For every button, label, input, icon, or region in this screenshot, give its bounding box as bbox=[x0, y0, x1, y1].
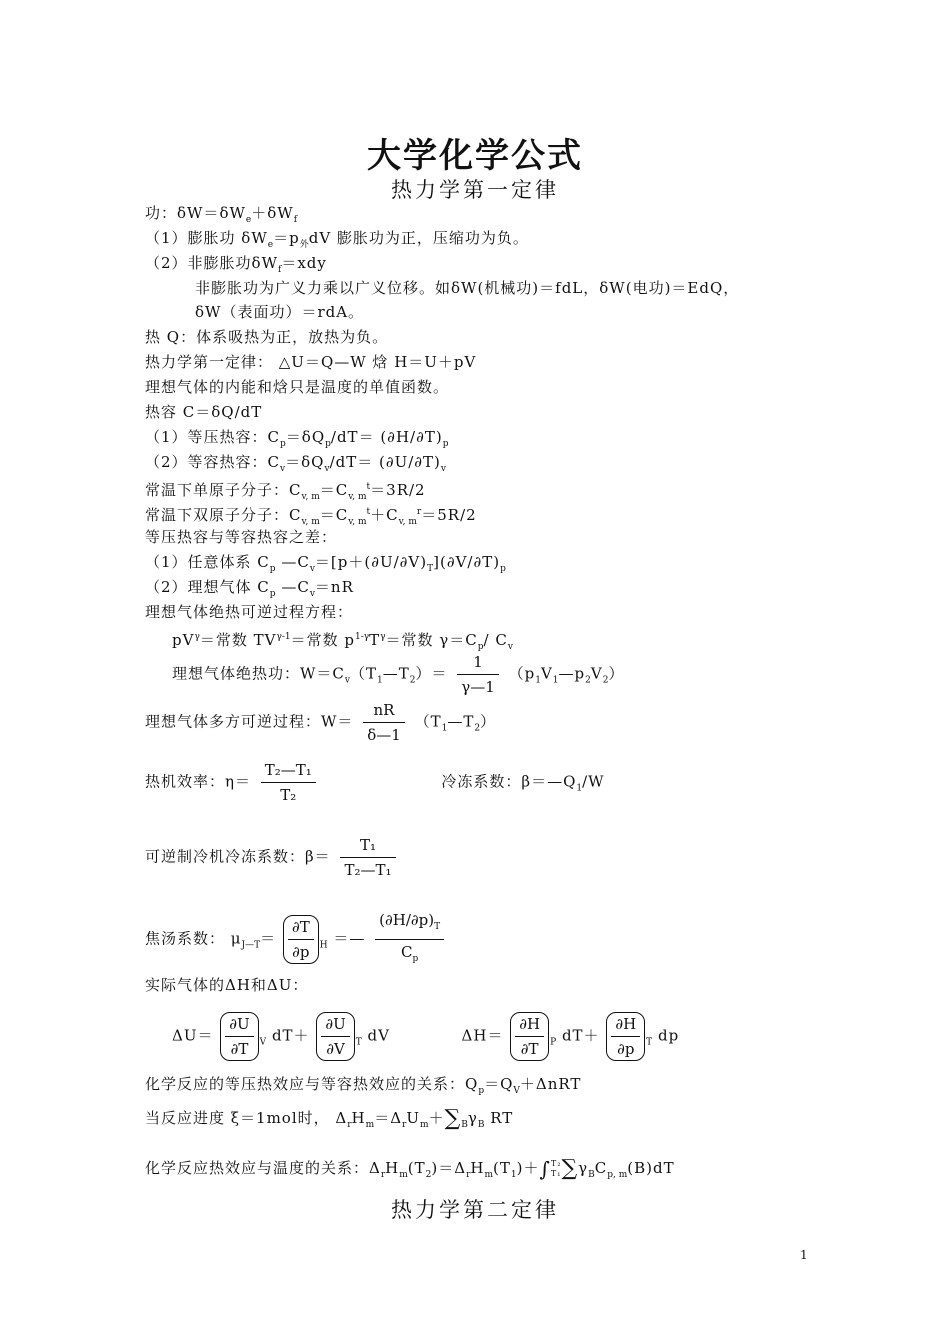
line-ideal-gas: 理想气体的内能和焓只是温度的单值函数。 bbox=[145, 378, 450, 396]
line-reaction-extent: 当反应进度 ξ＝1mol时， $\Delta_rH_m=\Delta_rU_m+\sum_B\gamma_B$ RT bbox=[145, 1106, 514, 1131]
line-cv: （2）等容热容：$C_v=\delta Q_v/dT= (\partial U/\partial T)_v$ bbox=[145, 453, 447, 474]
line-joule-thomson: 焦汤系数： $\mu_{J—T}=$ $\frac{\partial T}{\partial p}$ $_H$ ＝— $\frac{(\partial H/\partial p)_T}{C_p}$ bbox=[145, 910, 448, 969]
line-real-gas: 实际气体的ΔH和ΔU： bbox=[145, 976, 309, 994]
line-monatomic: 常温下单原子分子：$C_{v, m}=C_{v, m}^t=3R/2$ bbox=[145, 481, 426, 502]
line-any-system: （1）任意体系 $C_p$ $—C_v=[p+(\partial U/\partial V)_T](\partial V/\partial T)_p$ bbox=[145, 553, 506, 574]
line-adiabatic-work: 理想气体绝热功：$W=C_v(T_1—T_2)=$ $\frac{1}{\gamma—1}$ $(p_1V_1—p_2V_2)$ bbox=[172, 653, 625, 696]
line-heat-capacity: 热容 C＝δQ/dT bbox=[145, 403, 263, 421]
partial-derivative: $\frac{\partial U}{\partial T}$ bbox=[220, 1012, 258, 1061]
integral-symbol: ∫ bbox=[539, 1157, 551, 1181]
line-ideal-gas-diff: （2）理想气体 $C_p$ $—C_v=nR$ bbox=[145, 578, 354, 599]
line-cp-cv-diff: 等压热容与等容热容之差： bbox=[145, 528, 338, 546]
fraction: $\frac{\text{T₁}}{\text{T₂—T₁}}$ bbox=[340, 835, 395, 880]
sum-symbol: ∑ bbox=[444, 1106, 462, 1131]
line-real-gas-eq: ΔU＝ $\frac{\partial U}{\partial T}$ $_V$ dT＋ $\frac{\partial U}{\partial V}$ $_T$ dV ΔH＝ $\frac{\partial H}{\partial T}$ $_P$ dT＋ $\frac{\partial H}{\partial p}$ $_T$ dp bbox=[172, 1012, 679, 1061]
page-title: 大学化学公式 bbox=[367, 136, 583, 176]
line-diatomic: 常温下双原子分子：$C_{v, m}=C_{v, m}^t+C_{v, m}^r=5R/2$ bbox=[145, 506, 477, 527]
line-work: 功：$\delta W=\delta W_e+\delta W_f$ bbox=[145, 204, 298, 225]
line-polytropic: 理想气体多方可逆过程：W＝ $\frac{nR}{\delta—1}$ $(T_1—T_2)$ bbox=[145, 701, 497, 744]
line-non-expansion-desc: 非膨胀功为广义力乘以广义位移。如δW(机械功)＝fdL，δW(电功)＝EdQ， bbox=[195, 279, 740, 297]
line-surface-work: δW（表面功）＝rdA。 bbox=[195, 303, 365, 321]
fraction: $\frac{nR}{\delta—1}$ bbox=[363, 700, 405, 745]
partial-derivative: $\frac{\partial U}{\partial V}$ bbox=[316, 1012, 354, 1061]
section-heading-first-law: 热力学第一定律 bbox=[391, 178, 559, 202]
line-heat: 热 Q：体系吸热为正，放热为负。 bbox=[145, 328, 389, 346]
partial-derivative: $\frac{\partial H}{\partial p}$ bbox=[606, 1012, 645, 1061]
fraction: $\frac{\text{T₂—T₁}}{\text{T₂}}$ bbox=[261, 760, 316, 805]
section-heading-second-law: 热力学第二定律 bbox=[391, 1198, 559, 1222]
fraction: $\frac{1}{\gamma—1}$ bbox=[457, 652, 499, 697]
line-adiabatic-title: 理想气体绝热可逆过程方程： bbox=[145, 603, 354, 621]
line-adiabatic-eq: $pV^\gamma=$常数 $TV^{\gamma-1}=$常数 $p^{1-\gamma}T^\gamma=$常数 $\gamma=C_p/$ $C_v$ bbox=[172, 631, 513, 652]
line-non-expansion-work: （2）非膨胀功$\delta W_f=xdy$ bbox=[145, 254, 327, 275]
line-first-law: 热力学第一定律： △U＝Q—W 焓 H＝U＋pV bbox=[145, 353, 477, 371]
line-cp: （1）等压热容：$C_p=\delta Q_p/dT= (\partial H/\partial T)_p$ bbox=[145, 428, 449, 449]
partial-derivative: $\frac{\partial H}{\partial T}$ bbox=[510, 1012, 549, 1061]
line-refrigerator: 可逆制冷机冷冻系数：β＝ $\frac{\text{T₁}}{\text{T₂—T₁}}$ bbox=[145, 835, 400, 880]
sum-symbol: ∑ bbox=[561, 1156, 579, 1181]
partial-derivative: $\frac{\partial T}{\partial p}$ bbox=[283, 915, 319, 964]
line-expansion-work: （1）膨胀功 $\delta W_e=p_外dV$ 膨胀功为正，压缩功为负。 bbox=[145, 229, 529, 250]
line-kirchhoff: 化学反应热效应与温度的关系：$\Delta_rH_m(T_2)=\Delta_rH_m(T_1)+\int$ T₂ T₁ $\sum\gamma_BC_{p, m}(B)dT$ bbox=[145, 1156, 675, 1181]
fraction: $\frac{(\partial H/\partial p)_T}{C_p}$ bbox=[375, 910, 444, 969]
page-number: 1 bbox=[800, 1248, 808, 1262]
line-efficiency: 热机效率：η＝ $\frac{\text{T₂—T₁}}{\text{T₂}}$ 冷冻系数：$\beta=—Q_1/W$ bbox=[145, 761, 605, 804]
line-qp-qv: 化学反应的等压热效应与等容热效应的关系：$Q_p=Q_V+\Delta nRT$ bbox=[145, 1075, 582, 1096]
